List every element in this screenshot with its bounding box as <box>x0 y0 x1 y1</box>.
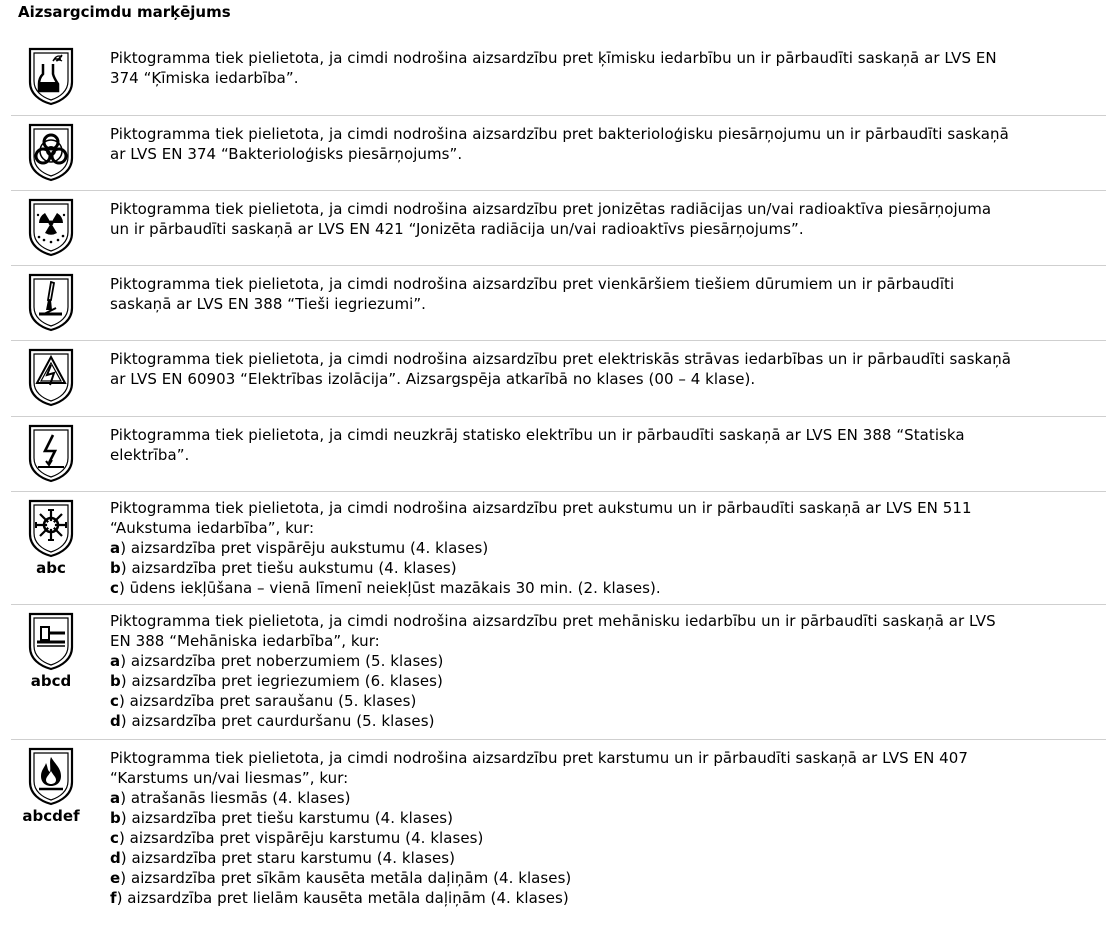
code-text: aizsardzība pret noberzumiem (5. klases) <box>126 652 444 670</box>
code-item: b) aizsardzība pret tiešu aukstumu (4. klases) <box>110 559 457 577</box>
description-line: EN 388 “Mehāniska iedarbība”, kur: <box>110 632 380 650</box>
description-line: Piktogramma tiek pielietota, ja cimdi nodrošina aizsardzību pret bakterioloģisku piesārņojumu un ir pārbaudīti saskaņā <box>110 125 1009 143</box>
pictogram-row-mechanical <box>11 605 1106 740</box>
description-line: Piktogramma tiek pielietota, ja cimdi nodrošina aizsardzību pret aukstumu un ir pārbaudīti saskaņā ar LVS EN 511 <box>110 499 972 517</box>
pictogram-description <box>110 349 1106 389</box>
code-letter: c <box>110 829 119 847</box>
pictogram-description <box>110 498 1106 598</box>
pictogram-row-chemical <box>11 40 1106 116</box>
code-letter: c <box>110 692 119 710</box>
pictogram-row-electric <box>11 341 1106 417</box>
description-line: Piktogramma tiek pielietota, ja cimdi nodrošina aizsardzību pret ķīmisku iedarbību un ir pārbaudīti saskaņā ar LVS EN <box>110 49 997 67</box>
code-letter: a <box>110 652 121 670</box>
description-line: “Aukstuma iedarbība”, kur: <box>110 519 315 537</box>
static-electricity-icon <box>24 421 78 483</box>
code-letter: e <box>110 869 121 887</box>
code-item: e) aizsardzība pret sīkām kausēta metāla daļiņām (4. klases) <box>110 869 572 887</box>
code-item: b) aizsardzība pret iegriezumiem (6. klases) <box>110 672 443 690</box>
code-text: aizsardzība pret sīkām kausēta metāla daļiņām (4. klases) <box>126 869 572 887</box>
code-text: aizsardzība pret iegriezumiem (6. klases) <box>126 672 443 690</box>
code-text: aizsardzība pret vispārēju aukstumu (4. klases) <box>126 539 489 557</box>
code-item: a) aizsardzība pret vispārēju aukstumu (4. klases) <box>110 539 489 557</box>
code-letter: a <box>110 539 121 557</box>
code-letter: b <box>110 559 121 577</box>
page-title: Aizsargcimdu marķējums <box>18 3 231 21</box>
code-letter: c <box>110 579 119 597</box>
code-text: aizsardzība pret vispārēju karstumu (4. klases) <box>124 829 484 847</box>
description-line: Piktogramma tiek pielietota, ja cimdi nodrošina aizsardzību pret elektriskās strāvas iedarbības un ir pārbaudīti saskaņā <box>110 350 1011 368</box>
pictogram-description <box>110 199 1106 239</box>
code-item: d) aizsardzība pret caurduršanu (5. klases) <box>110 712 435 730</box>
heat-flame-icon <box>24 744 78 806</box>
code-letter: f <box>110 889 117 907</box>
code-letter: d <box>110 849 121 867</box>
pictogram-row-cut <box>11 266 1106 341</box>
pictogram-description <box>110 611 1106 731</box>
cold-snowflake-icon <box>24 496 78 558</box>
description-line: elektrība”. <box>110 446 190 464</box>
pictogram-row-biohazard <box>11 116 1106 191</box>
pictogram-description <box>110 425 1106 465</box>
code-item: b) aizsardzība pret tiešu karstumu (4. klases) <box>110 809 454 827</box>
description-line: Piktogramma tiek pielietota, ja cimdi nodrošina aizsardzību pret vienkāršiem tiešiem dūrumiem un ir pārbaudīti <box>110 275 955 293</box>
pictogram-col <box>11 120 91 182</box>
pictogram-row-heat <box>11 740 1106 915</box>
pictogram-description <box>110 48 1106 88</box>
code-text: aizsardzība pret tiešu karstumu (4. klases) <box>126 809 454 827</box>
code-text: aizsardzība pret lielām kausēta metāla daļiņām (4. klases) <box>122 889 569 907</box>
pictogram-row-radiation <box>11 191 1106 266</box>
pictogram-description <box>110 748 1106 908</box>
pictogram-col <box>11 270 91 332</box>
code-text: ūdens iekļūšana – vienā līmenī neiekļūst mazākais 30 min. (2. klases). <box>124 579 661 597</box>
pictogram-col <box>11 609 91 690</box>
pictogram-col <box>11 44 91 106</box>
description-line: 374 “Ķīmiska iedarbība”. <box>110 69 299 87</box>
code-item: d) aizsardzība pret staru karstumu (4. klases) <box>110 849 455 867</box>
code-letter: b <box>110 672 121 690</box>
electrical-insulation-icon <box>24 345 78 407</box>
code-item: f) aizsardzība pret lielām kausēta metāla daļiņām (4. klases) <box>110 889 569 907</box>
pictogram-row-static <box>11 417 1106 492</box>
description-line: un ir pārbaudīti saskaņā ar LVS EN 421 “Jonizēta radiācija un/vai radioaktīvs piesārņojums”. <box>110 220 804 238</box>
description-line: Piktogramma tiek pielietota, ja cimdi nodrošina aizsardzību pret karstumu un ir pārbaudīti saskaņā ar LVS EN 407 <box>110 749 968 767</box>
code-letter: d <box>110 712 121 730</box>
radiation-icon <box>24 195 78 257</box>
description-line: ar LVS EN 374 “Bakterioloģisks piesārņojums”. <box>110 145 463 163</box>
pictogram-col <box>11 345 91 407</box>
description-line: Piktogramma tiek pielietota, ja cimdi neuzkrāj statisko elektrību un ir pārbaudīti saskaņā ar LVS EN 388 “Statiska <box>110 426 965 444</box>
description-line: “Karstums un/vai liesmas”, kur: <box>110 769 349 787</box>
description-line: ar LVS EN 60903 “Elektrības izolācija”. Aizsargspēja atkarībā no klases (00 – 4 klase). <box>110 370 756 388</box>
code-letter: a <box>110 789 121 807</box>
code-letter: b <box>110 809 121 827</box>
code-item: a) atrašanās liesmās (4. klases) <box>110 789 351 807</box>
code-text: atrašanās liesmās (4. klases) <box>126 789 351 807</box>
code-text: aizsardzība pret caurduršanu (5. klases) <box>126 712 435 730</box>
code-text: aizsardzība pret tiešu aukstumu (4. klases) <box>126 559 457 577</box>
description-line: saskaņā ar LVS EN 388 “Tieši iegriezumi”. <box>110 295 427 313</box>
code-text: aizsardzība pret staru karstumu (4. klases) <box>126 849 455 867</box>
description-line: Piktogramma tiek pielietota, ja cimdi nodrošina aizsardzību pret jonizētas radiācijas un/vai radioaktīva piesārņojuma <box>110 200 992 218</box>
pictogram-col <box>11 744 91 825</box>
pictogram-col <box>11 496 91 577</box>
performance-codes: abc <box>36 559 66 577</box>
code-text: aizsardzība pret saraušanu (5. klases) <box>124 692 417 710</box>
biohazard-icon <box>24 120 78 182</box>
pictogram-row-cold <box>11 492 1106 605</box>
code-item: c) ūdens iekļūšana – vienā līmenī neiekļūst mazākais 30 min. (2. klases). <box>110 579 661 597</box>
pictogram-description <box>110 124 1106 164</box>
performance-codes: abcd <box>30 672 72 690</box>
code-item: c) aizsardzība pret saraušanu (5. klases) <box>110 692 417 710</box>
chemical-flask-icon <box>24 44 78 106</box>
mechanical-hammer-icon <box>24 609 78 671</box>
code-item: a) aizsardzība pret noberzumiem (5. klases) <box>110 652 444 670</box>
code-item: c) aizsardzība pret vispārēju karstumu (4. klases) <box>110 829 484 847</box>
pictogram-col <box>11 421 91 483</box>
pictogram-description <box>110 274 1106 314</box>
description-line: Piktogramma tiek pielietota, ja cimdi nodrošina aizsardzību pret mehānisku iedarbību un ir pārbaudīti saskaņā ar LVS <box>110 612 996 630</box>
performance-codes: abcdef <box>22 807 80 825</box>
knife-cut-icon <box>24 270 78 332</box>
pictogram-col <box>11 195 91 257</box>
